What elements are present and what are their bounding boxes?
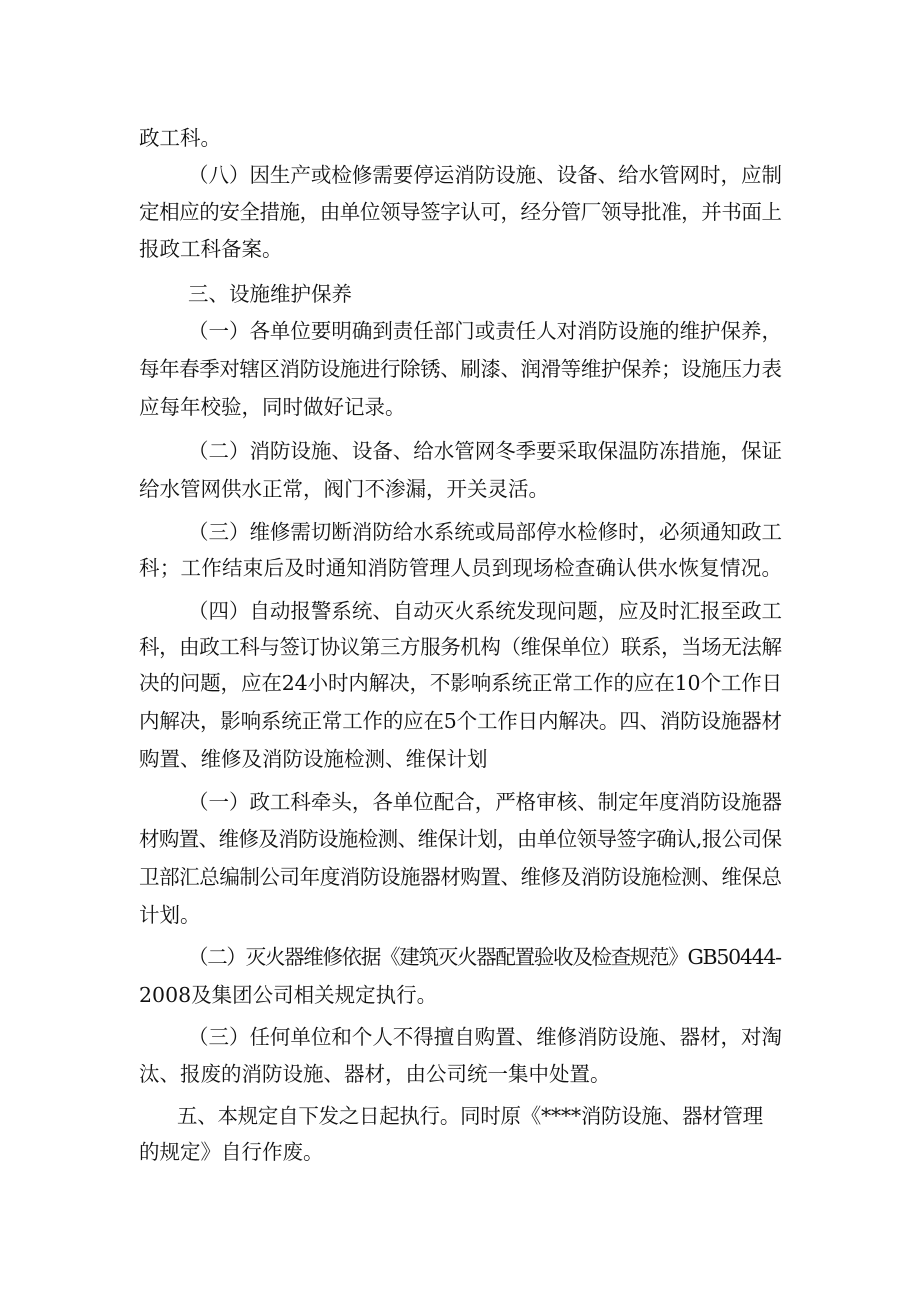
line-text: 决的问题，应在24小时内解决，不影响系统正常工作的应在10个工作日 — [139, 671, 783, 695]
text-line — [0, 668, 920, 698]
text-line — [0, 744, 920, 774]
text-line — [0, 706, 920, 736]
text-line — [0, 824, 920, 854]
line-text: （二）灭火器维修依据《建筑灭火器配置验收及检查规范》GB50444- — [188, 945, 781, 969]
line-text: 的规定》自行作废。 — [139, 1140, 324, 1164]
text-line — [0, 160, 920, 190]
line-text: （四）自动报警系统、自动灭火系统发现问题，应及时汇报至政工 — [188, 599, 782, 623]
line-text: （一）各单位要明确到责任部门或责任人对消防设施的维护保养， — [188, 319, 782, 343]
line-text: 购置、维修及消防设施检测、维保计划 — [139, 747, 488, 771]
line-text: （八）因生产或检修需要停运消防设施、设备、给水管网时，应制 — [188, 163, 782, 187]
line-text: 三、设施维护保养 — [188, 282, 352, 306]
text-line — [0, 316, 920, 346]
line-text: 每年春季对辖区消防设施进行除锈、刷漆、润滑等维护保养；设施压力表 — [139, 357, 782, 381]
line-text: 定相应的安全措施，由单位领导签字认可，经分管厂领导批准，并书面上 — [139, 200, 782, 224]
text-line — [0, 596, 920, 626]
line-text: 计划。 — [139, 903, 201, 927]
text-line — [0, 632, 920, 662]
text-line — [0, 862, 920, 892]
line-text: （三）任何单位和个人不得擅自购置、维修消防设施、器材，对淘 — [188, 1025, 782, 1049]
line-text: （二）消防设施、设备、给水管网冬季要采取保温防冻措施，保证 — [188, 439, 782, 463]
line-text: 五、本规定自下发之日起执行。同时原《****消防设施、器材管理 — [177, 1104, 763, 1128]
line-text: （一）政工科牵头，各单位配合，严格审核、制定年度消防设施器 — [188, 790, 782, 814]
line-text: 应每年校验，同时做好记录。 — [139, 395, 406, 419]
text-line — [0, 942, 920, 972]
text-line — [0, 517, 920, 547]
text-line — [0, 436, 920, 466]
text-line — [0, 1059, 920, 1089]
line-text: 内解决，影响系统正常工作的应在5个工作日内解决。四、消防设施器材 — [139, 709, 782, 733]
text-line — [0, 197, 920, 227]
line-text: 材购置、维修及消防设施检测、维保计划，由单位领导签字确认,报公司保 — [139, 827, 782, 851]
text-line — [0, 553, 920, 583]
line-text: 卫部汇总编制公司年度消防设施器材购置、维修及消防设施检测、维保总 — [139, 865, 782, 889]
line-text: 汰、报废的消防设施、器材，由公司统一集中处置。 — [139, 1062, 611, 1086]
text-line — [0, 392, 920, 422]
text-line — [0, 900, 920, 930]
line-text: （三）维修需切断消防给水系统或局部停水检修时，必须通知政工 — [188, 520, 782, 544]
line-text: 报政工科备案。 — [139, 237, 283, 261]
line-text: 政工科。 — [139, 126, 221, 150]
text-line — [0, 787, 920, 817]
text-line — [0, 279, 920, 309]
line-text: 给水管网供水正常，阀门不渗漏，开关灵活。 — [139, 477, 549, 501]
text-line — [0, 234, 920, 264]
text-line — [0, 1137, 920, 1167]
line-text: 2008及集团公司相关规定执行。 — [139, 983, 438, 1007]
text-line — [0, 980, 920, 1010]
text-line — [0, 1101, 920, 1131]
text-line — [0, 123, 920, 153]
line-text: 科，由政工科与签订协议第三方服务机构（维保单位）联系，当场无法解 — [139, 635, 782, 659]
text-line — [0, 354, 920, 384]
line-text: 科；工作结束后及时通知消防管理人员到现场检查确认供水恢复情况。 — [139, 556, 783, 580]
text-line — [0, 1022, 920, 1052]
text-line — [0, 474, 920, 504]
